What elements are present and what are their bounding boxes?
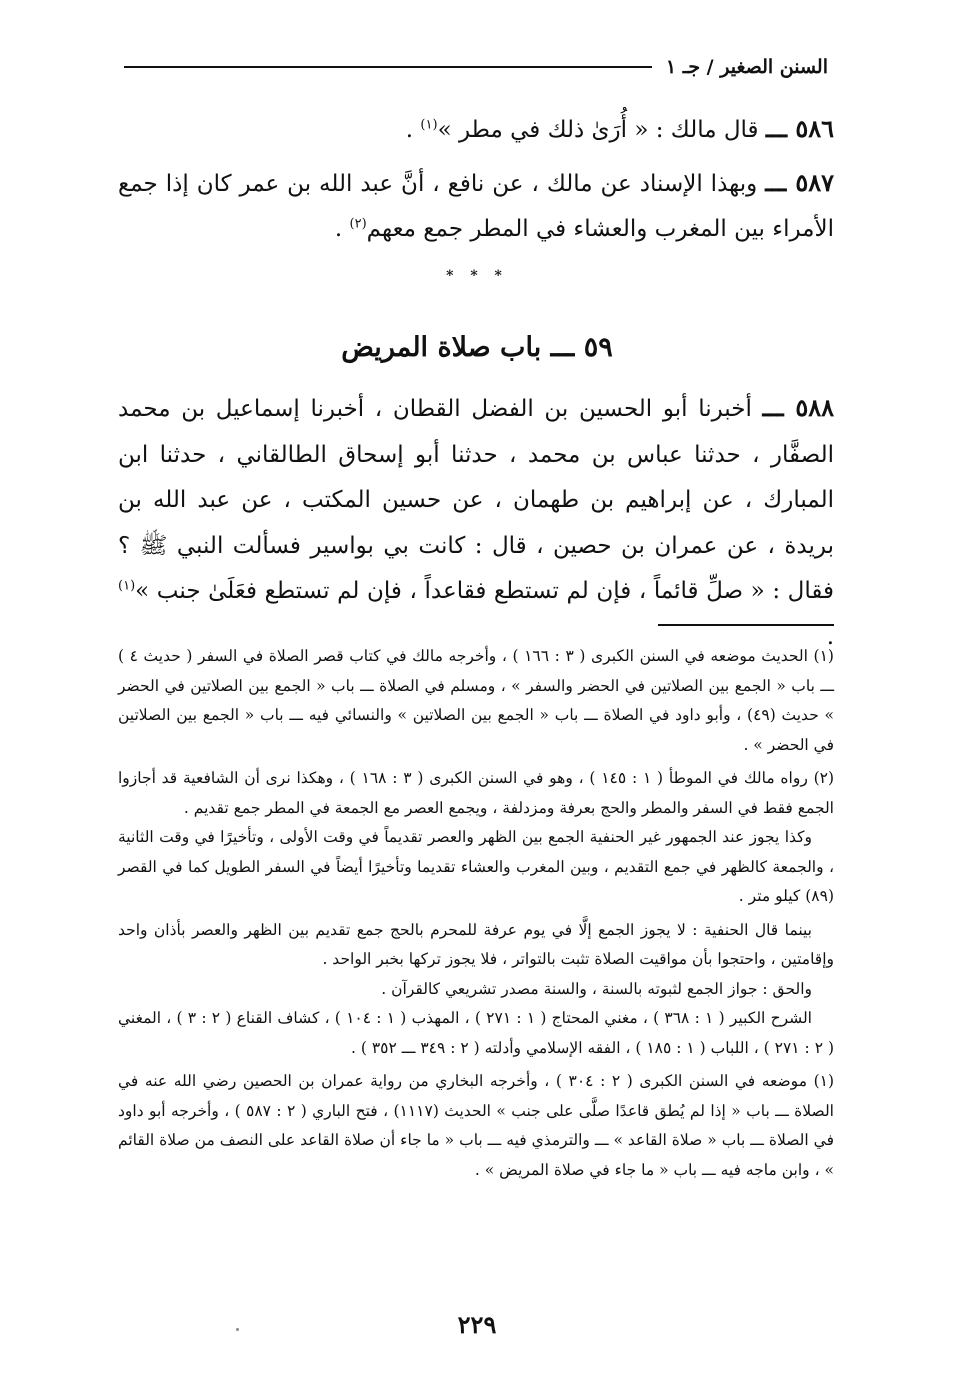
hadith-end: . xyxy=(405,117,421,143)
hadith-586 xyxy=(118,106,834,153)
chapter-title: ٥٩ ـــ باب صلاة المريض xyxy=(341,332,613,363)
running-title: السنن الصغير / جـ ١ xyxy=(665,56,828,78)
hadith-588 xyxy=(118,385,834,660)
hadith-text: أخبرنا أبو الحسين بن الفضل القطان ، أخبرنا إسماعيل بن محمد الصفَّار ، حدثنا عباس بن محمد ، حدثنا أبو إسحاق الطالقاني ، حدثنا ابن المبارك ، عن إبراهيم بن طهمان ، عن حسين المكتب ، عن عبد الله بن بريدة ، عن عمران بن حصين ، قال : كانت بي بواسير فسألت النبي ﷺ ؟ فقال : « صلِّ قائماً ، فإن لم تستطع فقاعداً ، فإن لم تستطع فعَلَىٰ جنب » xyxy=(118,396,834,604)
running-header xyxy=(124,52,828,82)
footnote-2-references: الشرح الكبير ( ١ : ٣٦٨ ) ، مغني المحتاج ( ١ : ٢٧١ ) ، المهذب ( ١ : ١٠٤ ) ، كشاف القناع ( ٢ : ٣ ) ، المغني ( ٢ : ٢٧١ ) ، اللباب ( ١ : ١٨٥ ) ، الفقه الإسلامي وأدلته ( ٢ : ٣٤٩ ـــ ٣٥٢ ) . xyxy=(118,1009,834,1057)
hadith-587 xyxy=(118,160,834,252)
hadith-number: ٥٨٦ ـــ xyxy=(765,114,834,143)
hadith-number: ٥٨٨ ـــ xyxy=(762,393,834,422)
hadith-number: ٥٨٧ ـــ xyxy=(765,168,835,197)
footnotes xyxy=(118,642,834,1185)
footnote-ref: (٢) xyxy=(349,216,367,232)
footnote-1: (١) الحديث موضعه في السنن الكبرى ( ٣ : ١٦٦ ) ، وأخرجه مالك في كتاب قصر الصلاة في السفر ( حديث ٤ ) ـــ باب « الجمع بين الصلاتين في الحضر والسفر » ، ومسلم في الصلاة ـــ باب « الجمع بين الصلاتين في الحضر » حديث (٤٩) ، وأبو داود في الصلاة ـــ باب « الجمع بين الصلاتين » والنسائي فيه ـــ باب « الجمع بين الصلاتين في الحضر » . xyxy=(118,647,834,754)
scan-speck xyxy=(236,1328,239,1331)
footnote-ref: (١) xyxy=(118,578,136,594)
footnote-3: (١) موضعه في السنن الكبرى ( ٢ : ٣٠٤ ) ، وأخرجه البخاري من رواية عمران بن الحصين رضي الله عنه في الصلاة ـــ باب « إذا لم يُطق قاعدًا صلَّى على جنب » الحديث (١١١٧) ، فتح الباري ( ٢ : ٥٨٧ ) ، وأخرجه أبو داود في الصلاة ـــ باب « صلاة القاعد » ـــ والترمذي فيه ـــ باب « ما جاء أن صلاة القاعد على النصف من صلاة القائم » ، وابن ماجه فيه ـــ باب « ما جاء في صلاة المريض » . xyxy=(118,1072,835,1179)
footnote-2-para-3: بينما قال الحنفية : لا يجوز الجمع إلَّا في يوم عرفة للمحرم بالحج جمع تقديم بين الظهر والعصر بأذان واحد وإقامتين ، واحتجوا بأن مواقيت الصلاة تثبت بالتواتر ، فلا يجوز تركها بخبر الواحد . xyxy=(118,920,834,968)
hadith-end: . xyxy=(826,623,834,650)
footnote-ref: (١) xyxy=(420,117,438,133)
footnote-2-para-4: والحق : جواز الجمع لثبوته بالسنة ، والسنة مصدر تشريعي كالقرآن . xyxy=(381,979,812,998)
footnote-2-para-2: وكذا يجوز عند الجمهور غير الحنفية الجمع بين الظهر والعصر تقديماً في وقت الأولى ، وتأخيرًا في وقت الثانية ، والجمعة كالظهر في جمع التقديم ، وبين المغرب والعشاء تقديما وتأخيرًا أيضاً في السفر الطويل كما في القصر (٨٩) كيلو متر . xyxy=(118,828,834,905)
footnote-2: (٢) رواه مالك في الموطأ ( ١ : ١٤٥ ) ، وهو في السنن الكبرى ( ٣ : ١٦٨ ) ، وهكذا نرى أن الشافعية قد أجازوا الجمع فقط في السفر والمطر والحج بعرفة ومزدلفة ، ويجمع العصر مع الجمعة في المطر جمع تقديم . xyxy=(118,769,835,817)
page-number: ٢٢٩ xyxy=(457,1310,497,1339)
hadith-text: قال مالك : « أُرَىٰ ذلك في مطر » xyxy=(437,117,759,143)
hadith-text: وبهذا الإسناد عن مالك ، عن نافع ، أنَّ عبد الله بن عمر كان إذا جمع الأمراء بين المغرب والعشاء في المطر جمع معهم xyxy=(118,171,834,242)
hadith-end: . xyxy=(334,216,350,242)
header-rule xyxy=(124,66,652,68)
footnote-rule xyxy=(658,624,834,626)
section-separator: * * * xyxy=(446,268,508,284)
